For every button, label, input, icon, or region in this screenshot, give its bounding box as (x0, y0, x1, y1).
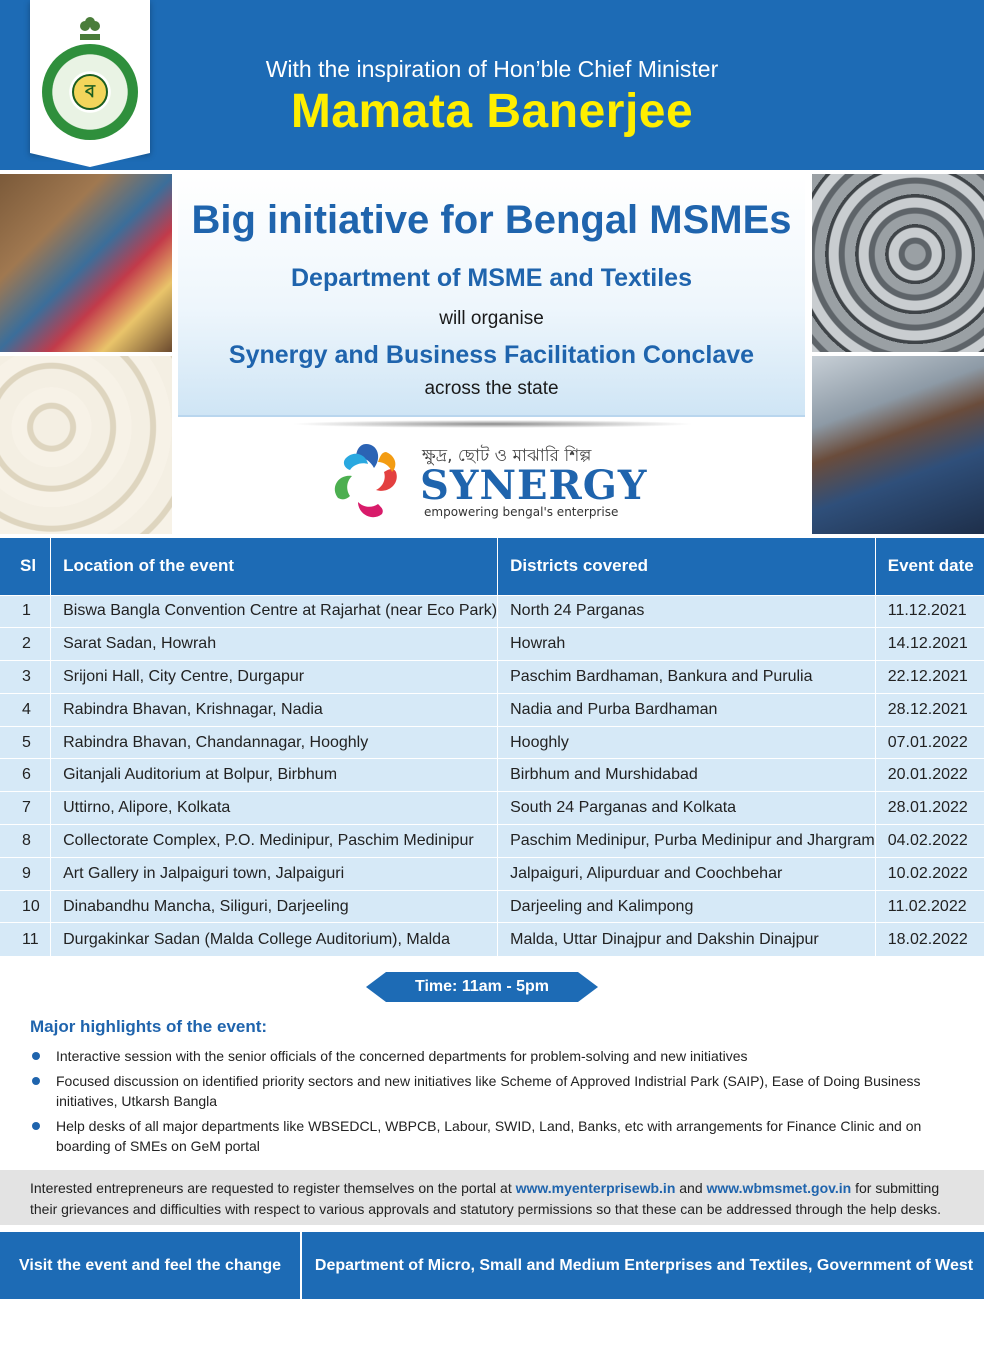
cell-location: Gitanjali Auditorium at Bolpur, Birbhum (51, 759, 498, 792)
cell-date: 18.02.2022 (875, 923, 984, 956)
events-table (0, 538, 984, 956)
cell-districts: Hooghly (498, 726, 876, 759)
inspiration-line: With the inspiration of Hon’ble Chief Minister (265, 56, 719, 82)
cell-districts: Paschim Medinipur, Purba Medinipur and Jhargram (498, 825, 876, 858)
table-row (0, 825, 984, 858)
cell-sl: 4 (0, 693, 51, 726)
highlights-title: Major highlights of the event: (30, 1017, 268, 1036)
seal-badge (30, 0, 150, 153)
footer-bar (0, 1232, 984, 1341)
sweets-photo (0, 356, 172, 534)
cell-location: Art Gallery in Jalpaiguri town, Jalpaiguri (51, 857, 498, 890)
cell-districts: Howrah (498, 628, 876, 661)
cell-sl: 6 (0, 759, 51, 792)
cell-sl: 3 (0, 661, 51, 694)
divider-shadow (290, 420, 695, 428)
header-sl: Sl (0, 538, 51, 595)
table-header-row (0, 538, 984, 595)
header-banner (0, 0, 984, 170)
table-row (0, 890, 984, 923)
portal-link-myenterprise[interactable]: www.myenterprisewb.in (515, 1180, 676, 1196)
cell-sl: 5 (0, 726, 51, 759)
cell-sl: 8 (0, 825, 51, 858)
highlight-text: Interactive session with the senior officials of the concerned departments for problem-solving and new initiatives (56, 1048, 748, 1064)
synergy-logo-icon (326, 438, 406, 524)
cell-location: Durgakinkar Sadan (Malda College Auditorium), Malda (51, 923, 498, 956)
time-ribbon: Time: 11am - 5pm (386, 972, 578, 1002)
initiative-panel (178, 176, 805, 417)
table-row (0, 759, 984, 792)
cell-sl: 1 (0, 595, 51, 628)
cell-location: Biswa Bangla Convention Centre at Rajarhat (near Eco Park) (51, 595, 498, 628)
cell-districts: South 24 Parganas and Kolkata (498, 792, 876, 825)
cell-date: 11.12.2021 (875, 595, 984, 628)
cell-sl: 11 (0, 923, 51, 956)
cell-location: Rabindra Bhavan, Krishnagar, Nadia (51, 693, 498, 726)
bullet-icon (32, 1122, 40, 1130)
will-organise-text: will organise (439, 308, 544, 329)
header-location: Location of the event (51, 538, 498, 595)
cell-sl: 9 (0, 857, 51, 890)
cell-districts: Malda, Uttar Dinajpur and Dakshin Dinajpur (498, 923, 876, 956)
ashoka-emblem-icon (76, 12, 104, 44)
cell-location: Uttirno, Alipore, Kolkata (51, 792, 498, 825)
cell-sl: 10 (0, 890, 51, 923)
synergy-wordmark: SYNERGY (420, 462, 648, 509)
cell-districts: North 24 Parganas (498, 595, 876, 628)
register-text: Interested entrepreneurs are requested to register themselves on the portal at (30, 1180, 516, 1196)
cell-date: 07.01.2022 (875, 726, 984, 759)
cell-date: 28.01.2022 (875, 792, 984, 825)
table-row (0, 726, 984, 759)
register-text: and (675, 1180, 707, 1196)
footer-slogan: Visit the event and feel the change (0, 1232, 302, 1299)
cell-districts: Darjeeling and Kalimpong (498, 890, 876, 923)
table-row (0, 661, 984, 694)
highlights-list (30, 1046, 960, 1161)
cell-sl: 2 (0, 628, 51, 661)
synergy-tagline: empowering bengal's enterprise (424, 505, 619, 519)
cell-location: Dinabandhu Mancha, Siliguri, Darjeeling (51, 890, 498, 923)
cell-sl: 7 (0, 792, 51, 825)
cell-date: 20.01.2022 (875, 759, 984, 792)
header-date: Event date (875, 538, 984, 595)
cell-date: 14.12.2021 (875, 628, 984, 661)
table-row (0, 628, 984, 661)
cell-location: Collectorate Complex, P.O. Medinipur, Paschim Medinipur (51, 825, 498, 858)
cell-districts: Jalpaiguri, Alipurduar and Coochbehar (498, 857, 876, 890)
table-row (0, 595, 984, 628)
synergy-bengali-tagline: ক্ষুদ্র, ছোট ও মাঝারি শিল্প (422, 446, 592, 466)
register-text: for submitting their grievances and difficulties with respect to various approvals and statutory permissions so that these can be addressed through the help desks. (30, 1180, 942, 1217)
cell-location: Rabindra Bhavan, Chandannagar, Hooghly (51, 726, 498, 759)
cell-location: Srijoni Hall, City Centre, Durgapur (51, 661, 498, 694)
registration-note (0, 1170, 984, 1225)
bullet-icon (32, 1077, 40, 1085)
initiative-title: Big initiative for Bengal MSMEs (191, 198, 792, 242)
west-bengal-seal-icon: ব (42, 44, 138, 140)
garment-worker-photo (812, 356, 984, 534)
table-row (0, 923, 984, 956)
list-item (30, 1046, 960, 1066)
table-row (0, 792, 984, 825)
cell-districts: Birbhum and Murshidabad (498, 759, 876, 792)
conclave-name: Synergy and Business Facilitation Conclave (228, 341, 755, 369)
cell-location: Sarat Sadan, Howrah (51, 628, 498, 661)
highlight-text: Focused discussion on identified priority sectors and new initiatives like Scheme of Approved Indistrial Park (SAIP), Ease of Doing Business initiatives, Utkarsh Bangla (56, 1073, 921, 1109)
cell-date: 28.12.2021 (875, 693, 984, 726)
cell-date: 10.02.2022 (875, 857, 984, 890)
bullet-icon (32, 1052, 40, 1060)
cell-date: 04.02.2022 (875, 825, 984, 858)
table-row (0, 857, 984, 890)
highlight-text: Help desks of all major departments like WBSEDCL, WBPCB, Labour, SWID, Land, Banks, etc with arrangements for Finance Clinic and on boarding of SMEs on GeM portal (56, 1118, 922, 1154)
artisan-photo (0, 174, 172, 352)
department-name: Department of MSME and Textiles (291, 264, 692, 292)
list-item (30, 1116, 960, 1156)
cell-districts: Nadia and Purba Bardhaman (498, 693, 876, 726)
header-districts: Districts covered (498, 538, 876, 595)
cell-date: 11.02.2022 (875, 890, 984, 923)
cell-districts: Paschim Bardhaman, Bankura and Purulia (498, 661, 876, 694)
portal-link-wbmsmet[interactable]: www.wbmsmet.gov.in (706, 1180, 852, 1196)
list-item (30, 1071, 960, 1111)
across-state-text: across the state (424, 378, 559, 399)
table-row (0, 693, 984, 726)
gears-photo (812, 174, 984, 352)
cell-date: 22.12.2021 (875, 661, 984, 694)
footer-department: Department of Micro, Small and Medium Enterprises and Textiles, Government of West Bengal (314, 1257, 974, 1341)
chief-minister-name: Mamata Banerjee (290, 85, 694, 138)
